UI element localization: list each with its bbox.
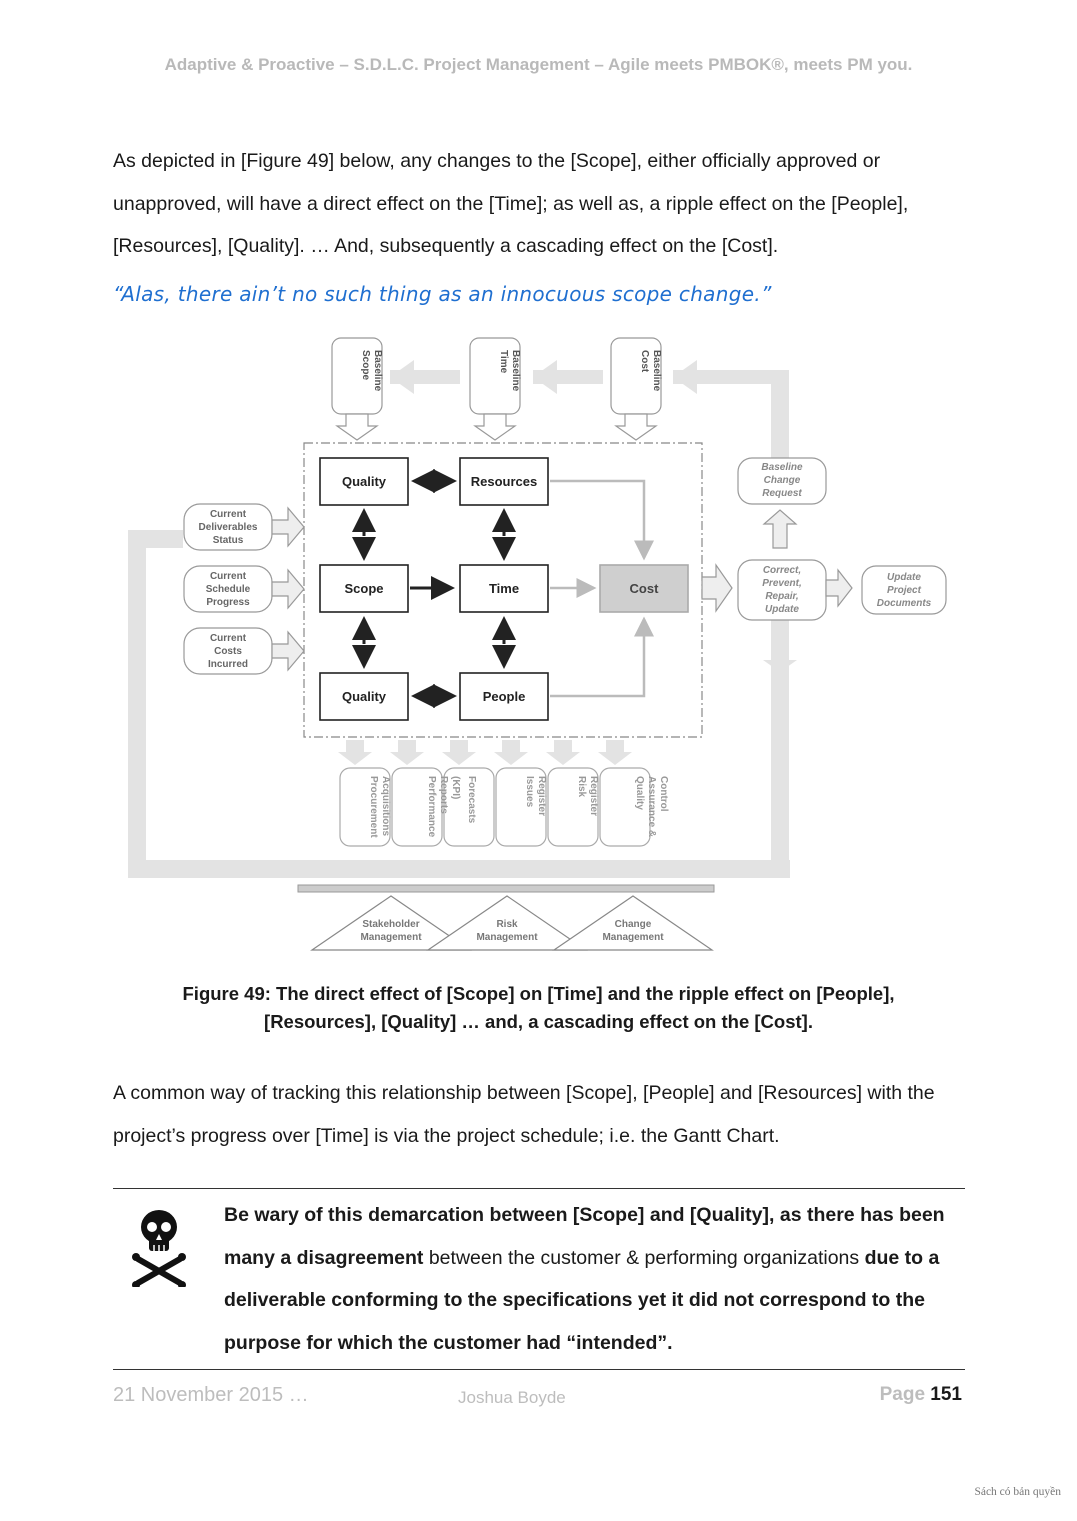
input-label-2: Current Schedule Progress xyxy=(205,571,251,608)
box-resources: Resources xyxy=(470,474,538,489)
footer-date: 21 November 2015 … xyxy=(113,1384,309,1406)
caption-line-2: [Resources], [Quality] … and, a cascading effect on the [Cost]. xyxy=(264,1011,813,1032)
triangle-label-1: Stakeholder Management xyxy=(360,919,422,943)
box-people: People xyxy=(482,689,526,704)
output-label-1: ProcurementAcquisitions xyxy=(368,776,391,838)
footer-author: Joshua Boyde xyxy=(458,1388,566,1407)
page-number: 151 xyxy=(930,1384,962,1405)
gantt-paragraph: A common way of tracking this relationship between [Scope], [People] and [Resources] with the project’s progress over [Time] is via the project schedule; i.e. the Gantt Chart. xyxy=(113,1082,935,1147)
quote: “Alas, there ain’t no such thing as an innocuous scope change.” xyxy=(113,282,772,306)
baseline-label-time: TimeBaseline xyxy=(498,350,521,392)
output-label-3: Forecasts xyxy=(466,776,477,824)
caption-line-1: Figure 49: The direct effect of [Scope] on [Time] and the ripple effect on [People], xyxy=(182,983,895,1004)
box-quality-top: Quality xyxy=(341,474,387,489)
base-bar xyxy=(298,885,714,892)
footer-page xyxy=(880,1384,962,1406)
skull-crossbones-icon xyxy=(130,1205,188,1287)
scope-ripple-diagram xyxy=(118,330,958,960)
triangle-label-3: Change Management xyxy=(602,919,664,943)
input-label-1: Current Deliverables Status xyxy=(198,509,258,546)
intro-paragraph: As depicted in [Figure 49] below, any changes to the [Scope], either officially approved or unapproved, will have a direct effect on the [Time]; as well as, a ripple effect on the [People], [Resources], [Quality]. … And, subsequently a cascading effect on the [Cost]. xyxy=(113,150,909,257)
running-header: Adaptive & Proactive – S.D.L.C. Project Management – Agile meets PMBOK®, meets PM you. xyxy=(164,55,913,74)
output-label-2: PerformanceReports(KPI) xyxy=(426,776,461,838)
warning-normal: between the customer & performing organizations xyxy=(423,1246,865,1269)
divider-bottom xyxy=(113,1369,965,1370)
update-project-documents: Update Project Documents xyxy=(876,572,932,609)
output-label-6: QualityAssurance &Control xyxy=(634,776,669,838)
warning-note xyxy=(224,1194,964,1364)
box-quality-bottom: Quality xyxy=(341,689,387,704)
warning-bold-1: Be wary of this demarcation between [Scope] and [Quality], as there has been many a disagreement xyxy=(224,1204,945,1269)
output-label-4: IssuesRegister xyxy=(524,776,547,817)
output-arrows xyxy=(338,740,632,765)
box-time: Time xyxy=(488,581,520,596)
watermark: Sách có bản quyền xyxy=(974,1486,1061,1498)
box-cost: Cost xyxy=(629,581,659,596)
input-label-3: Current Costs Incurred xyxy=(207,633,249,670)
divider-top xyxy=(113,1188,965,1189)
page-label: Page xyxy=(879,1384,931,1405)
right-flow xyxy=(702,458,946,672)
correct-prevent-repair-update: Correct, Prevent, Repair, Update xyxy=(762,565,802,615)
output-label-5: RiskRegister xyxy=(576,776,599,817)
baseline-change-request: Baseline Change Request xyxy=(761,462,803,499)
baseline-label-cost: CostBaseline xyxy=(639,350,662,392)
box-scope: Scope xyxy=(344,581,384,596)
figure-caption xyxy=(100,980,977,1036)
baseline-label-scope: ScopeBaseline xyxy=(360,350,383,392)
warning-bold-2: due to a deliverable conforming to the specifications yet it did not correspond to the purpose for which the customer had “intended”. xyxy=(224,1246,940,1354)
triangle-label-2: Risk Management xyxy=(476,919,538,943)
